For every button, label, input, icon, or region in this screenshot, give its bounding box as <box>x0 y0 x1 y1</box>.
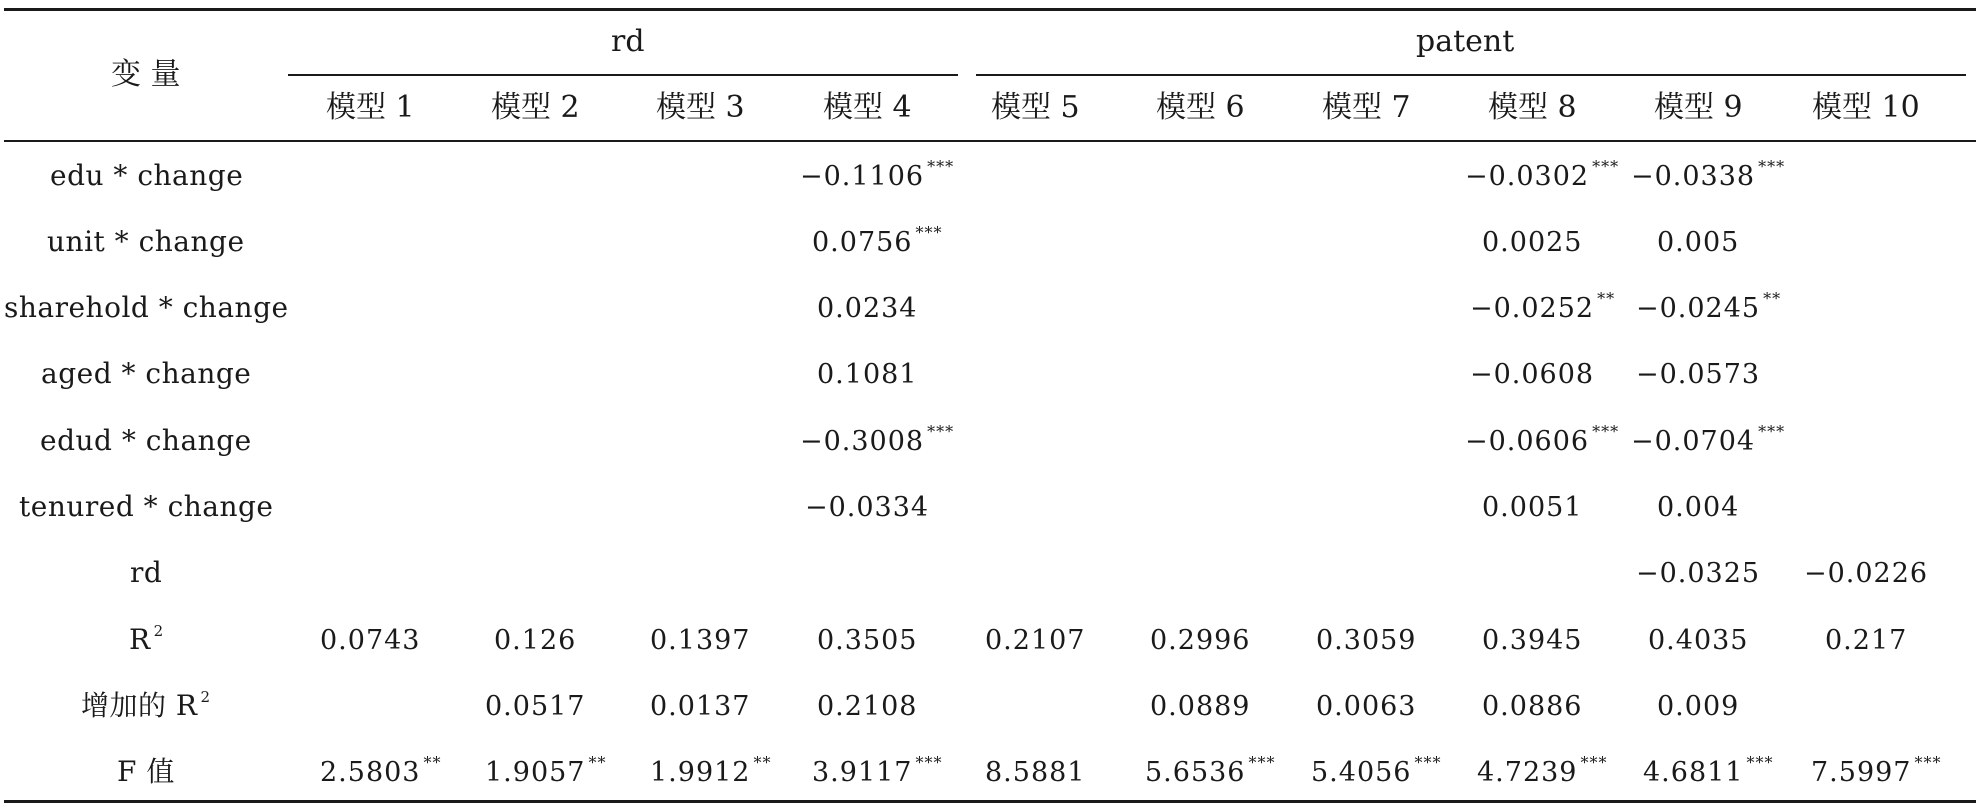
row-label: unit * change <box>47 225 245 258</box>
table-cell: −0.0573 <box>1636 359 1761 390</box>
model-column-header: 模型 3 <box>656 90 745 125</box>
table-cell: 4.7239 *** <box>1477 753 1608 788</box>
table-cell: 0.0234 <box>817 293 918 324</box>
variable-header: 变 量 <box>111 57 181 92</box>
row-label: R $^2$ <box>129 622 164 656</box>
table-cell: 5.4056 *** <box>1311 753 1442 788</box>
table-cell: 0.3505 <box>817 625 918 656</box>
patent-group-underline <box>976 74 1966 76</box>
table-cell: 3.9117 *** <box>812 753 943 788</box>
table-cell: −0.0704 *** <box>1631 422 1786 457</box>
row-label: edu * change <box>50 159 244 192</box>
table-cell: 0.126 <box>494 625 577 656</box>
table-cell: −0.0245 ** <box>1636 289 1782 324</box>
table-cell: 0.0063 <box>1316 691 1417 722</box>
table-cell: 0.0743 <box>320 625 421 656</box>
row-label: 增加的 R $^2$ <box>81 688 211 722</box>
table-cell: 8.5881 <box>985 757 1086 788</box>
table-cell: 1.9057 ** <box>485 753 607 788</box>
table-cell: 0.4035 <box>1648 625 1749 656</box>
table-cell: −0.0608 <box>1470 359 1595 390</box>
table-cell: 0.0517 <box>485 691 586 722</box>
row-label: tenured * change <box>19 490 274 523</box>
table-cell: 0.2107 <box>985 625 1086 656</box>
table-cell: 0.009 <box>1657 691 1740 722</box>
table-cell: 0.0756 *** <box>812 223 943 258</box>
group-header-patent: patent <box>1416 24 1515 59</box>
table-cell: 0.0137 <box>650 691 751 722</box>
table-cell: 0.1081 <box>817 359 918 390</box>
rd-group-underline <box>288 74 958 76</box>
model-column-header: 模型 1 <box>326 90 415 125</box>
table-cell: 0.0886 <box>1482 691 1583 722</box>
model-column-header: 模型 10 <box>1812 90 1920 125</box>
table-cell: 0.0889 <box>1150 691 1251 722</box>
model-column-header: 模型 6 <box>1156 90 1245 125</box>
table-cell: −0.1106 *** <box>800 157 955 192</box>
model-column-header: 模型 2 <box>491 90 580 125</box>
row-label: F 值 <box>117 755 175 788</box>
top-rule <box>4 8 1976 11</box>
table-cell: 2.5803 ** <box>320 753 442 788</box>
table-cell: 0.0025 <box>1482 227 1583 258</box>
table-cell: −0.0338 *** <box>1631 157 1786 192</box>
model-column-header: 模型 5 <box>991 90 1080 125</box>
model-column-header: 模型 8 <box>1488 90 1577 125</box>
table-cell: 1.9912 ** <box>650 753 772 788</box>
table-cell: −0.0252 ** <box>1470 289 1616 324</box>
table-cell: 0.2108 <box>817 691 918 722</box>
model-column-header: 模型 7 <box>1322 90 1411 125</box>
table-cell: 4.6811 *** <box>1643 753 1774 788</box>
table-cell: 0.3059 <box>1316 625 1417 656</box>
model-column-header: 模型 4 <box>823 90 912 125</box>
table-cell: −0.0606 *** <box>1465 422 1620 457</box>
row-label: rd <box>130 556 163 589</box>
table-cell: −0.3008 *** <box>800 422 955 457</box>
table-cell: 0.0051 <box>1482 492 1583 523</box>
group-header-rd: rd <box>611 24 645 59</box>
row-label: sharehold * change <box>4 291 289 324</box>
table-cell: −0.0226 <box>1804 558 1929 589</box>
table-cell: −0.0334 <box>805 492 930 523</box>
row-label: edud * change <box>40 424 252 457</box>
row-label: aged * change <box>41 357 252 390</box>
bottom-rule <box>4 800 1976 803</box>
table-cell: 0.2996 <box>1150 625 1251 656</box>
header-bottom-rule <box>4 140 1976 142</box>
table-cell: 0.217 <box>1825 625 1908 656</box>
table-cell: 0.004 <box>1657 492 1740 523</box>
table-cell: 5.6536 *** <box>1145 753 1276 788</box>
model-column-header: 模型 9 <box>1654 90 1743 125</box>
table-cell: −0.0302 *** <box>1465 157 1620 192</box>
table-cell: 0.005 <box>1657 227 1740 258</box>
table-cell: 7.5997 *** <box>1811 753 1942 788</box>
table-cell: 0.1397 <box>650 625 751 656</box>
table-cell: −0.0325 <box>1636 558 1761 589</box>
table-cell: 0.3945 <box>1482 625 1583 656</box>
